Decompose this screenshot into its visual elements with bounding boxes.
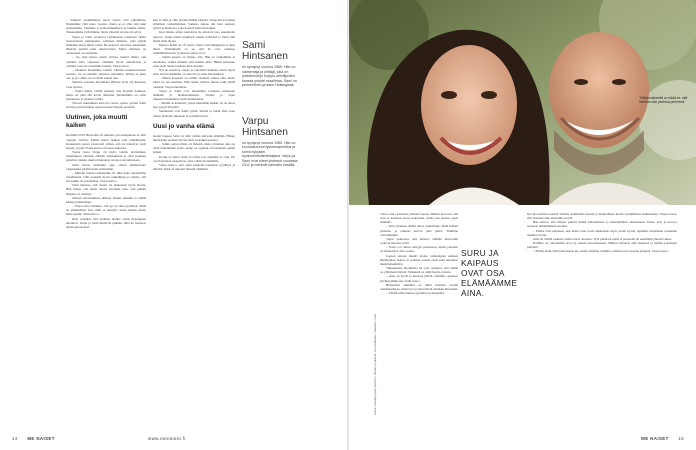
profile-text-varpu: on syntynyt vuonna 1985. Hän on kouluttautunut fysioterapeutiksi ja toimii nykyään hyvinvointivalmentajana. Varpu ja Sami ovat olleet yhdessä vuodesta 2011 ja menivät naimisiin kesällä. [242, 140, 298, 167]
photo-credit [368, 245, 377, 415]
body-paragraph: Varpu painottaa, että muistot elämän muotoihin vaativat tietoista työtä. [380, 236, 458, 246]
pull-quote: SURU JA KAIPAUS OVAT OSA ELÄMÄÄMME AINA. [461, 248, 518, 298]
body-paragraph: – Minun kanssani on välillä varmaan vaikea elää, mutta Sami on sen kestänyt. Hän tietää, milloin minua pitää jättää rauhaan, Varpu naurahtaa. [153, 76, 235, 89]
body-paragraph: – Jos saisi katsoa meitä sivusta, meistä näkisi, että olemme kuin veljekset. Olemme hyvin samanlaisia ja olemme vuoroin toistemme tukena, Varpu sanoo. [66, 55, 146, 68]
body-paragraph: – Emme tiedä, mitä tulevaisuus tuo, mutta olemme valmiita ottamaan sen vastaan yhdessä, Varpu sanoo. [533, 249, 669, 254]
photo-caption: "Vähimmäisenää on eikää se, että olemme ollut yhdessä perheenä." [639, 96, 688, 104]
body-paragraph: – Samin paluu töihin oli tärkeää, mutta yhteinen aika on vielä tärkeämpää. Koko perhe on oppinut arvostamaan pieniä hetkiä. [153, 142, 235, 155]
body-paragraph: Tuona ilona Varpu oli myös valmis aloittamaan uudenlaisen yhteisen elämän. Kumpikaan ei ollut koskaan ajatellut, kuinka suuria muutoksia odotus toisi tullessaan. [66, 150, 146, 163]
body-paragraph: Suurista sanoista huolimatta Hintsat eivät elä kuplassa vaan arjessa. [66, 80, 146, 89]
body-paragraph: – Toista voi auttaa tiettyyn pisteeseen, mutta jokaisen on kannettava oma osansa. [380, 245, 458, 254]
body-paragraph: Sami muistaa, että odotus toi mukanaan myös huolta. Hän halusi olla läsnä, mutta huomasi pian, että pelkkä läsnäolo ei riittänyt. [66, 183, 146, 196]
left-col1-heading: Uutinen, joka muutti kaiken [66, 114, 128, 130]
left-url: www.menaiset.fi [148, 436, 186, 441]
body-paragraph: Varpu ja Sami ovat molemmat tottuneet kiireiseen elämään ja matkustamiseen. Töiden ja arjen yhteensovittaminen vaatii suunnittelua. [153, 88, 235, 101]
right-col2-paragraphs [527, 212, 677, 254]
body-paragraph: Kävi selväksi, että perheen tilanne vaatii molempien huomion. Varpu ja Sami miettivät pitkään, mitä he haluavat tehdä seuraavaksi. [66, 216, 146, 229]
body-paragraph: Nyt he nauttivat arjesta ja yhteisistä hetkistä, mutta myös siitä, että molemmilla on oma tila ja omat harrastukset. [153, 67, 235, 77]
body-paragraph: vahva, että on käsissä yhteistä vuosia. Hintsat kertovat, että suru ei koskaan katoa kokonaan, mutta sen kanssa oppii elämään. [380, 212, 458, 225]
body-paragraph: – Suhteen ensimmäisen puoli vuotta vain puhuimme. Nukuimme yhtä koko vuoden, mutta se ei ollut niin kuin ajattelemme. Tulimme jo kohtaisinmalleen ja kuinka emme. Tutustuimme ystäviimme, mutta yhteistä tavoite oli selvä. [66, 18, 146, 35]
body-paragraph: kun ei ollut ja ollut yhtään mitään tärkeää. Varpu kuvaa hetkeä elämänsä vaikeimmaksi. Samana aikana tuli tieto uudesta työstä ja muutosta, joka koetteli heitä molempia. [153, 18, 235, 31]
left-col2-heading: Uusi jo vanha elämä [153, 122, 215, 130]
profile-sidebar [242, 40, 300, 430]
body-paragraph: Senaan sairastumisen jälkeen tilanne muuttui ja elämä kääntyi päälaelleen. [66, 195, 146, 204]
profile-name-sami: Sami Hintsanen [242, 40, 288, 62]
profile-name-varpu: Varpu Hintsanen [242, 115, 288, 138]
left-column-2 [153, 18, 235, 434]
left-folio [12, 436, 55, 441]
right-brand: ME NAISET [641, 436, 669, 441]
body-paragraph: Kun tilanne sitten rauhoittui, he alkoivat taas suunnitella tulevaa. Varpu halusi keskittyä omaan työhönsä ja Sami tuki häntä siinä täysin. [153, 30, 235, 43]
left-page-number: 14 [12, 436, 18, 441]
body-paragraph: Lapsen sairaus muutti monta vanhempien suhteen lähtökohtaa. Ikäero ja erilaiset taustat eivät enää tuntuneet merkityksellisiltä. [380, 253, 458, 266]
right-column-2 [527, 212, 677, 434]
body-paragraph: – Samin kanssa on helppo olla. Hän on rauhallinen ja kuuntelee, vaikka minulla olisi kuinka kiire. Hänen kanssaan asiat eivät tunnu koskaan liian suurilta. [153, 55, 235, 68]
body-paragraph: – Minulle Samin raskausaika oli ehkä koko suhteemme onnellisinta. Olin jotenkin hyvin rauhallinen ja tunsin, että nyt kaikki on kohdallaan, Varpu kertoo. [66, 170, 146, 184]
body-paragraph: Varpu kertoo, että arjen keskellä kannattaa pysähtyä ja miettiä, mikä on oikeasti tärkeää elämässä. [153, 162, 235, 171]
body-paragraph: Kalliilla on vahvemmat arvot ja suunta tulevaisuuteen. Hintsat haluavat elää hetkessä ja nauttia jokaisesta päivästä. [527, 241, 677, 250]
body-paragraph: – Välillä pitää muistaa pysähtyä ja hengittää. [386, 290, 445, 295]
body-paragraph: – Olemme molemmat todella valmiita keskustelemaan asioista. Se on meidän yhteinen juttumme. Riitoja ei juuri ole, ja jos onkin, ne sovitaan saman tien. [66, 67, 146, 81]
body-paragraph: – Aina on hyviä ja huonoja päiviä. Olemme oppineet hyväksymään sen, Sami sanoo. [380, 274, 458, 283]
body-paragraph: Arki oli välillä raskasta, mutta myös antoisaa. Työt jatkuivat etänä ja perheelle jäi enemmän yhteistä aikaa. [533, 236, 672, 241]
body-paragraph: Keväällä 2016 Hintsoilla oli uutinen, jota kumpikaan ei ollut osannut odottaa. Elämä tuntui hetken vain rauhalliselta. Keskustelu palasi toistuvasti siihen, että he halusivat vielä lapsen, ja pian Varpu kertoi olevansa raskaana. [66, 133, 146, 150]
right-page-number: 15 [678, 436, 684, 441]
body-paragraph: – Kyllä minua välillä jokunen asia ärsyttää Samissa, mutta en pidä sitä kovin tärkeänä. Molemmilla on omat luonteensa ja tapansa toimia. [66, 88, 146, 101]
couple-photo [349, 0, 696, 205]
left-col2-paragraphs [153, 18, 235, 118]
body-paragraph: Varpu ja Sami arvelevat löytäneensä toisistaan vähän tasavertaisen kumppanin, sellaisen ihmisen, joka pärjää elämässä myös ilman toista. He kokevat olevansa ennemmin läheisiä ystäviä kuin rakastavaisia. Myös huumori on olennainen osa suhdetta. [66, 34, 146, 56]
left-col2-paragraphs-2 [153, 134, 235, 171]
left-brand: ME NAISET [27, 436, 55, 441]
body-paragraph: Ikäeroa heillä on 16 vuotta, mutta sitä kumpikaan ei juuri mieti. Tärkeämpää on se, että he ovat samassa elämäntilanteessa ja jakavat samat arvot. [153, 42, 235, 56]
left-column-1 [66, 18, 146, 434]
body-paragraph: Kotiin on tullut rauha ja rytmi, jota aiemmin ei ollut. He ovat löytäneet tasapainon, joka toimii molemmille. [153, 154, 235, 163]
body-paragraph: – Kun yhteinen elämä alkoi, halusimme tehdä kaiken yhdessä, ja rakkaus kasvoi joka päivä. Tulimme vahvemmiksi. [380, 224, 458, 237]
left-col1-paragraphs-2 [66, 133, 146, 229]
right-folio [641, 436, 684, 441]
body-paragraph: Hintsasten elämästä on tullut monella tavalla rauhallisempaa, mutta työ ja arki pitävät edelleen kiireisinä. [380, 282, 458, 291]
body-paragraph: Hän kertoo, että tilanne pakotti heidät hidastamaan ja keskittymään olennaiseen. Perhe, koti ja terveys nousivat tärkeimmiksi asioiksi. [527, 220, 677, 229]
body-paragraph: – Varpu sanoi minulle, että nyt on aika pysähtyä. Minä en ymmärtänyt heti, mitä se tarkoitti. Kesti hetken ennen kuin tajusin, Sami kertoo. [66, 204, 146, 217]
body-paragraph: Tuoreet kuulumiset kertovat tuosta ajasta, jolloin Sami aloitti ja puolet hänen ajastaan meni Varpun puolelle. [66, 101, 146, 110]
body-paragraph: Nyt koronavirus perusti Samilla sentiminen itsensä ja mahdollisen kotona pärjäämisen kuukausiksi. Varpu toteaa, että yhteinen aika teki heille hyvää. [527, 212, 677, 221]
body-paragraph: Sunnuntait ovat heille pyhiä. Silloin ei tehdä töitä vaan ollaan yhdessä, liikutaan ja syödään hyvin. [153, 109, 235, 118]
right-column-1 [380, 212, 458, 434]
body-paragraph: – Meillä on kalenteri, johon merkitään kaikki. Se on ainoa tapa pysyä kärryillä. [153, 101, 235, 110]
profile-text-sami: on syntynyt vuonna 1969. Hän on valmentaja ja yrittäjä, joka on työskennellyt huippu-urheilijoiden kanssa ympäri maailmaa. Sami on perheellinen ja asuu Helsingissä. [242, 65, 297, 87]
right-col1-paragraphs [380, 212, 458, 295]
body-paragraph: Kesän lopussa Sami on ollut valmis tulevaan elämään. Hänen mielestään perheen hyvinvointi on kaiken perusta. [153, 133, 235, 142]
body-paragraph: Vaikeuksista huolimatta he ovat oppineet, että elämä on yllätyksiä täynnä. Tärkeintä on pitää huolta toisista. [380, 266, 458, 275]
left-col1-paragraphs [66, 18, 146, 109]
photo-credit-text: Kuvat: Kuvaaja Sami Nyholm • Meikki ja hiukset: Anna Mäkelä • Vaatteet: omat [373, 314, 377, 415]
body-paragraph: – Emme olisi uskoneet, että kriisi voisi tuoda mukanaan myös jotain hyvää. Opimme tuntemaan toisemme uudella tavalla. [527, 228, 677, 237]
body-paragraph: Sami kuvaa kuitenkin ajan olleen mullistavan: raskausaika yhdisti heitä entisestään. [66, 162, 146, 171]
